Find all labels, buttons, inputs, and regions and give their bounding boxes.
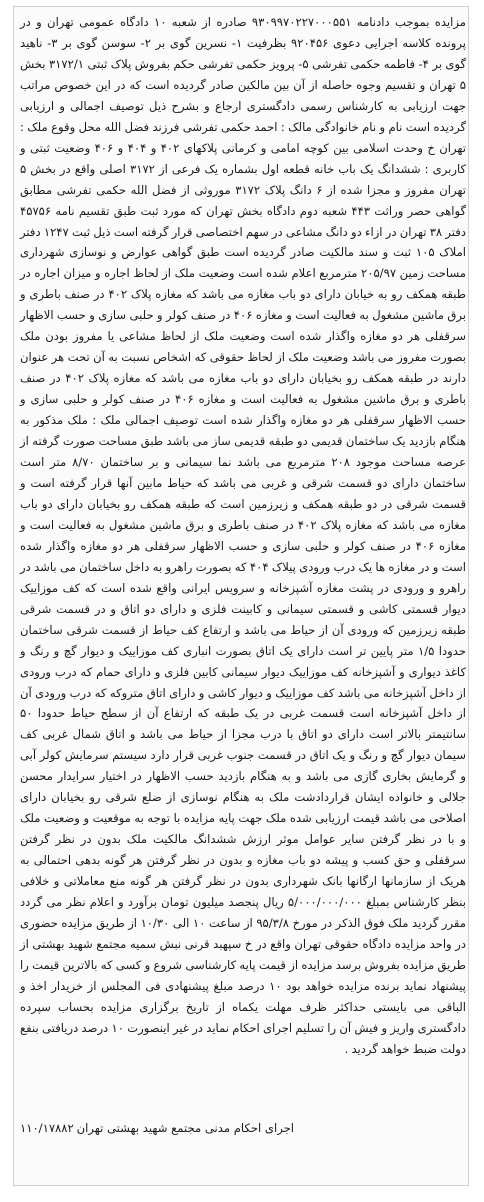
auction-notice-body-text: مزایده بموجب دادنامه ۹۳۰۹۹۷۰۲۲۷۰۰۰۵۵۱ صادره از شعبه ۱۰ دادگاه عمومی تهران و در پرونده کلاسه اجرایی دعوی ۹۲۰۴۵۶ بظرفیت ۱- نسرین گوی بر ۲- سوسن گوی بر ۳- ناهید گوی بر ۴- فاطمه حکمی تفرشی ۵- پرویز حکمی تفرشی حکم بفروش پلاک ثبتی ۳۱۷۲/۱ بخش ۵ تهران و تقسیم وجوه حاصله از آن بین مالکین صادر گردیده است که در این خصوص مراتب جهت ارزیابی به کارشناس رسمی دادگستری ارجاع و بشرح ذیل توصیف اجمالی و ارزیابی گردیده است نام و نام خانوادگی مالک : احمد حکمی تفرشی فرزند فضل الله محل وقوع ملک : تهران خ وحدت اسلامی بین کوچه امامی و کرمانی پلاکهای ۴۰۲ و ۴۰۴ و ۴۰۶ وضعیت ثبتی و کاربری : ششدانگ یک باب خانه قطعه اول بشماره یک فرعی از ۳۱۷۲ اصلی واقع در بخش ۵ تهران مفروز و مجزا شده از ۶ دانگ پلاک ۳۱۷۲ موروثی از فضل الله حکمی تفرشی مطابق گواهی حصر وراثت ۴۴۳ شعبه دوم دادگاه بخش تهران که مورد ثبت طبق تقسیم نامه ۴۵۷۵۶ دفتر ۳۸ تهران در ازاء دو دانگ مشاعی در سهم اختصاصی قرار گرفته است ذیل ثبت ۱۲۴۷ دفتر املاک ۱۰۵ ثبت و سند مالکیت صادر گردیده است طبق گواهی عوارض و نوسازی شهرداری مساحت زمین ۲۰۵/۹۷ مترمربع اعلام شده است وضعیت ملک از لحاظ اجاره و میزان اجاره در طبقه همکف رو به خیابان دارای دو باب مغازه می باشد که مغازه پلاک ۴۰۲ در صنف باطری و برق ماشین مشغول به فعالیت است و مغازه ۴۰۶ در صنف کولر و حلبی سازی و حسب الاظهار سرقفلی هر دو مغازه واگذار شده است وضعیت ملک از لحاظ مشاعی یا مفروز بودن ملک بصورت مفروز می باشد وضعیت ملک از لحاظ حقوقی که اشخاص نسبت به آن تحت هر عنوان دارند در طبقه همکف رو بخیابان دارای دو باب مغازه می باشد که مغازه پلاک ۴۰۲ در صنف باطری و برق ماشین مشغول به فعالیت است و مغازه ۴۰۶ در صنف کولر و حلبی سازی و حسب الاظهار سرقفلی هر دو مغازه واگذار شده است توصیف اجمالی ملک : ملک مذکور به هنگام بازدید یک ساختمان قدیمی دو طبقه قدیمی ساز می باشد طبق مساحت صورت گرفته از عرصه مساحت موجود ۲۰۸ مترمربع می باشد نما سیمانی و بر ساختمان ۸/۷۰ متر است ساختمان دارای دو قسمت شرقی و غربی می باشد که حیاط مابین آنها قرار گرفته است و قسمت شرقی در دو طبقه همکف و زیرزمین است که طبقه همکف رو بخیابان دارای دو باب مغازه می باشد که مغازه پلاک ۴۰۲ در صنف باطری و برق ماشین مشغول به فعالیت است و مغازه ۴۰۶ در صنف کولر و حلبی سازی و حسب الاظهار سرقفلی هر دو مغازه واگذار شده است و در مغازه ها یک درب ورودی پیلاک ۴۰۴ که بصورت راهرو به داخل ساختمان می باشد در راهرو و ورودی در پشت مغازه آشپزخانه و سرویس ایرانی واقع شده است که کف موزاییک دیوار قسمتی کاشی و قسمتی سیمانی و کابینت فلزی و دارای دو اتاق و در قسمت شرقی طبقه زیرزمین که ورودی آن از حیاط می باشد و ارتفاع کف حیاط از قسمت شرقی ساختمان حدودا ۱/۵ متر پایین تر است دارای یک اتاق بصورت انباری کف موزاییک و دیوار گچ و رنگ و کاغذ دیواری و آشپزخانه کف موزاییک دیوار سیمانی کابین فلزی و دارای حمام که درب ورودی از داخل آشپزخانه می باشد کف موزاییک و دیوار کاشی و دارای اتاق متروکه که درب ورودی آن از داخل آشپزخانه است قسمت غربی در یک طبقه که ارتفاع آن از سطح حیاط حدودا ۵۰ سانتیمتر بالاتر است دارای دو اتاق با درب مجزا از حیاط می باشد و اتاق شمال غربی کف سیمان دیوار گچ و رنگ و یک اتاق در قسمت جنوب غربی قرار دارد سیستم سرمایش کولر آبی و گرمایش بخاری گازی می باشد و به هنگام بازدید حسب الاظهار در اختیار سرایدار محسن جلالی و خانواده ایشان قراردادشت ملک به هنگام نوسازی از ضلع شرقی رو بخیابان دارای اصلاحی می باشد قیمت ارزیابی شده ملک جهت پایه مزایده با توجه به موقعیت و وضعیت ملک و با در نظر گرفتن سایر عوامل موثر ارزش ششدانگ مالکیت ملک بدون در نظر گرفتن سرقفلی و حق کسب و پیشه دو باب مغازه و بدون در نظر گرفتن هر گونه بدهی احتمالی به هریک از سازمانها ارگانها بانک شهرداری بدون در نظر گرفتن هر گونه منع معاملاتی و خلافی بنظر کارشناس بمبلغ ۵/۰۰۰/۰۰۰/۰۰۰ ریال پنجصد میلیون تومان برآورد و اعلام نظر می گردد مقرر گردید ملک فوق الذکر در مورخ ۹۵/۳/۸ از ساعت ۱۰ الی ۱۰/۳۰ از طریق مزایده حضوری در واحد مزایده دادگاه حقوقی تهران واقع در خ سپهبد قرنی نبش سمیه مجتمع شهید بهشتی از طریق مزایده بفروش برسد مزایده از قیمت پایه کارشناسی شروع و کسی که بالاترین قیمت را پیشنهاد نماید برنده مزایده خواهد بود ۱۰ درصد مبلغ پیشنهادی فی المجلس از خریدار اخذ و الباقی می بایستی حداکثر ظرف مهلت یکماه از تاریخ برگزاری مزایده بحساب سپرده دادگستری واریز و فیش آن را تسلیم اجرای احکام نماید در غیر اینصورت ۱۰ درصد دریافتی بنفع دولت ضبط خواهد گردید .: [20, 15, 467, 1056]
notice-footer: [20, 1117, 466, 1139]
issuing-authority-signature: اجرای احکام مدنی مجتمع شهید بهشتی تهران: [76, 1121, 294, 1135]
notice-reference-code: ۱۱۰/۱۷۸۸۲: [20, 1121, 74, 1135]
